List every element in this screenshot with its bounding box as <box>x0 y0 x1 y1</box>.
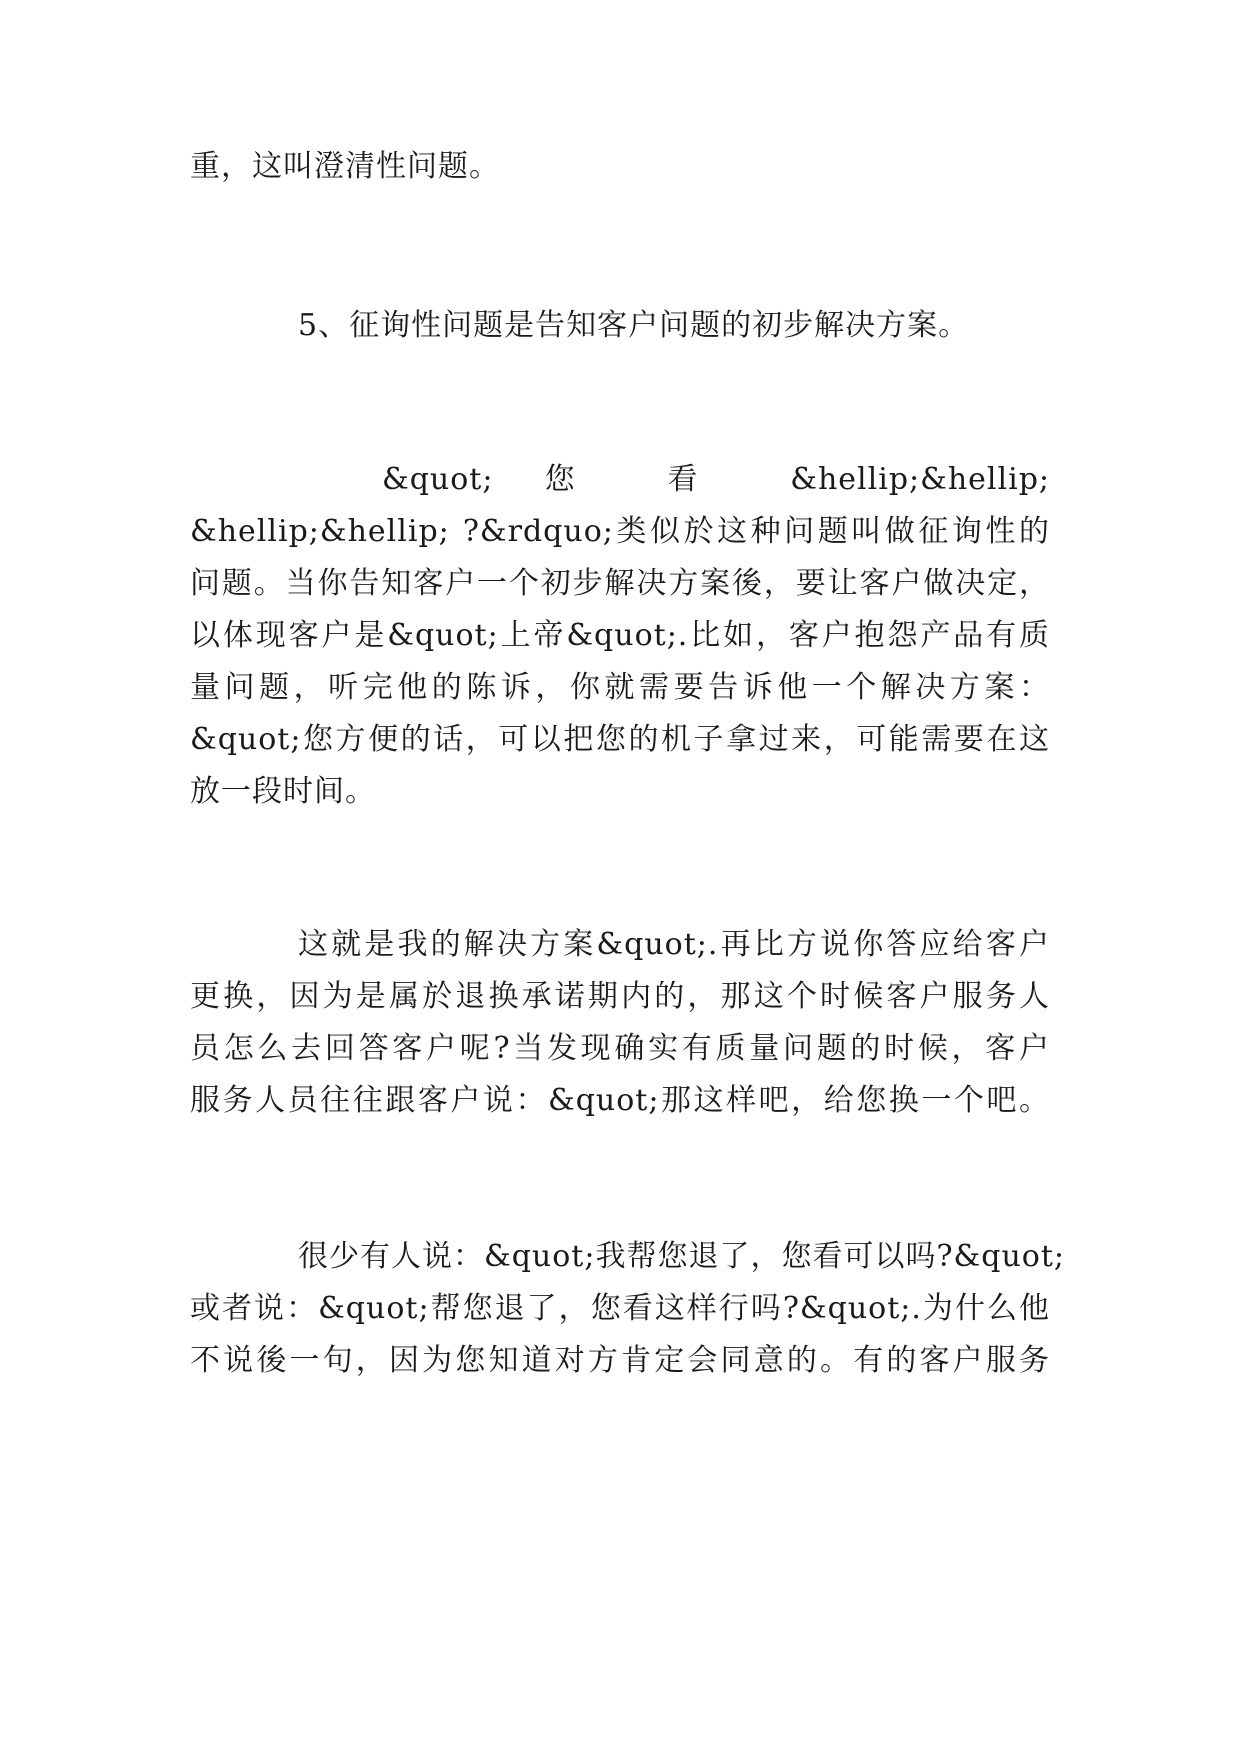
paragraph-3-line-1: &quot; 您 看 &hellip;&hellip; <box>382 462 1050 497</box>
paragraph-5-line-1: 很少有人说：&quot;我帮您退了，您看可以吗?&quot; <box>298 1239 1065 1274</box>
paragraph-3-line-6: &quot;您方便的话，可以把您的机子拿过来，可能需要在这 <box>190 722 1050 757</box>
paragraph-3-line-7: 放一段时间。 <box>190 774 376 809</box>
paragraph-3-line-3: 问题。当你告知客户一个初步解决方案後，要让客户做决定， <box>190 566 1050 601</box>
paragraph-3-line-5: 量问题，听完他的陈诉，你就需要告诉他一个解决方案： <box>190 670 1050 705</box>
paragraph-3-line-2: &hellip;&hellip; ?&rdquo;类似於这种问题叫做征询性的 <box>190 514 1050 549</box>
paragraph-4-line-1: 这就是我的解决方案&quot;.再比方说你答应给客户 <box>298 927 1050 962</box>
paragraph-4-line-4: 服务人员往往跟客户说：&quot;那这样吧，给您换一个吧。 <box>190 1083 1050 1118</box>
paragraph-5-line-2: 或者说：&quot;帮您退了，您看这样行吗?&quot;.为什么他 <box>190 1291 1050 1326</box>
paragraph-4-line-2: 更换，因为是属於退换承诺期内的，那这个时候客户服务人 <box>190 979 1050 1014</box>
paragraph-2-line-1: 5、征询性问题是告知客户问题的初步解决方案。 <box>298 308 970 343</box>
paragraph-5-line-3: 不说後一句，因为您知道对方肯定会同意的。有的客户服务 <box>190 1343 1050 1378</box>
paragraph-3-line-4: 以体现客户是&quot;上帝&quot;.比如，客户抱怨产品有质 <box>190 618 1050 653</box>
paragraph-4-line-3: 员怎么去回答客户呢?当发现确实有质量问题的时候，客户 <box>190 1031 1050 1066</box>
paragraph-1-line-1: 重，这叫澄清性问题。 <box>190 149 500 184</box>
